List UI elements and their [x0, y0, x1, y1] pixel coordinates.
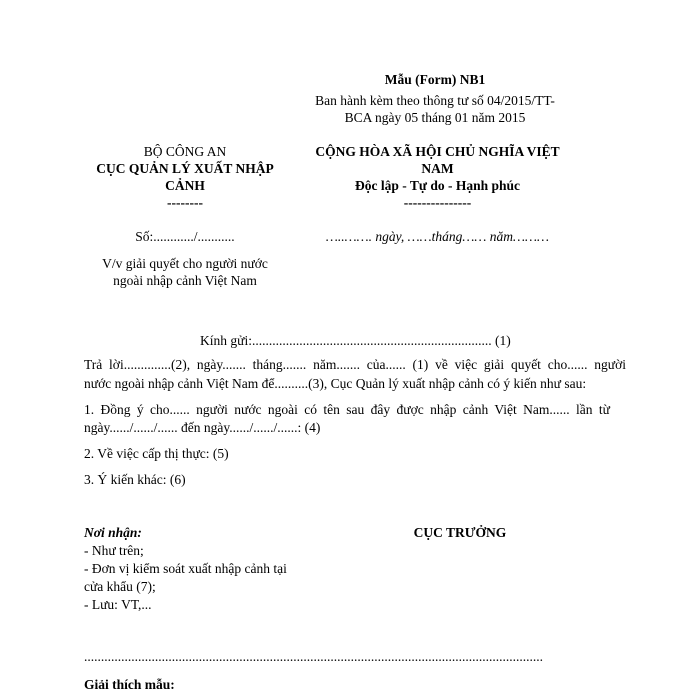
- recipients-list: [84, 542, 314, 614]
- item-1-line-2: ngày....../....../...... đến ngày....../....../......: (4): [84, 420, 321, 435]
- issued-note: [290, 92, 580, 126]
- recipient-line: Kính gửi:....................................................................... (1): [200, 333, 511, 348]
- subject-line-2: ngoài nhập cảnh Việt Nam: [113, 273, 257, 288]
- agency-block: [70, 143, 300, 211]
- agency-divider: --------: [167, 195, 203, 210]
- separator-line: ........................................................................................................................................: [84, 649, 543, 664]
- item-2: 2. Về việc cấp thị thực: (5): [84, 446, 229, 461]
- form-title: Mẫu (Form) NB1: [384, 72, 486, 87]
- date-line: …..……. ngày, ……tháng…… năm………: [325, 229, 550, 244]
- subject-line-1: V/v giải quyết cho người nước: [102, 256, 268, 271]
- recipients-list-item: - Lưu: VT,...: [84, 597, 152, 612]
- recipients-list-item: - Đơn vị kiểm soát xuất nhập cảnh tại: [84, 561, 287, 576]
- national-header: [300, 143, 575, 211]
- recipients-list-item: cửa khẩu (7);: [84, 579, 156, 594]
- reply-line-1: Trả lời..............(2), ngày....... tháng....... năm....... của...... (1) về việc giải quyết cho...... người: [84, 357, 626, 372]
- issued-note-line-2: BCA ngày 05 tháng 01 năm 2015: [344, 110, 526, 125]
- national-motto: Độc lập - Tự do - Hạnh phúc: [354, 178, 521, 193]
- country-name-line-2: NAM: [421, 161, 454, 176]
- recipients-label: Nơi nhận:: [84, 525, 142, 540]
- item-1-line-1: 1. Đồng ý cho...... người nước ngoài có tên sau đây được nhập cảnh Việt Nam...... lần từ: [84, 402, 610, 417]
- document-subject: [70, 255, 300, 289]
- reply-line-2: nước ngoài nhập cảnh Việt Nam để..........(3), Cục Quản lý xuất nhập cảnh có ý kiến như sau:: [84, 376, 587, 391]
- department-name-line-1: CỤC QUẢN LÝ XUẤT NHẬP: [96, 161, 274, 176]
- country-name-line-1: CỘNG HÒA XÃ HỘI CHỦ NGHĨA VIỆT: [315, 144, 560, 159]
- item-3: 3. Ý kiến khác: (6): [84, 472, 186, 487]
- recipients-list-item: - Như trên;: [84, 543, 144, 558]
- document-number: Số:............/...........: [135, 229, 235, 244]
- issued-note-line-1: Ban hành kèm theo thông tư số 04/2015/TT-: [315, 93, 555, 108]
- signer-title: CỤC TRƯỞNG: [413, 525, 507, 540]
- explanation-heading: Giải thích mẫu:: [84, 677, 175, 692]
- department-name-line-2: CẢNH: [165, 178, 205, 193]
- national-divider: ---------------: [403, 195, 472, 210]
- ministry-name: BỘ CÔNG AN: [143, 144, 227, 159]
